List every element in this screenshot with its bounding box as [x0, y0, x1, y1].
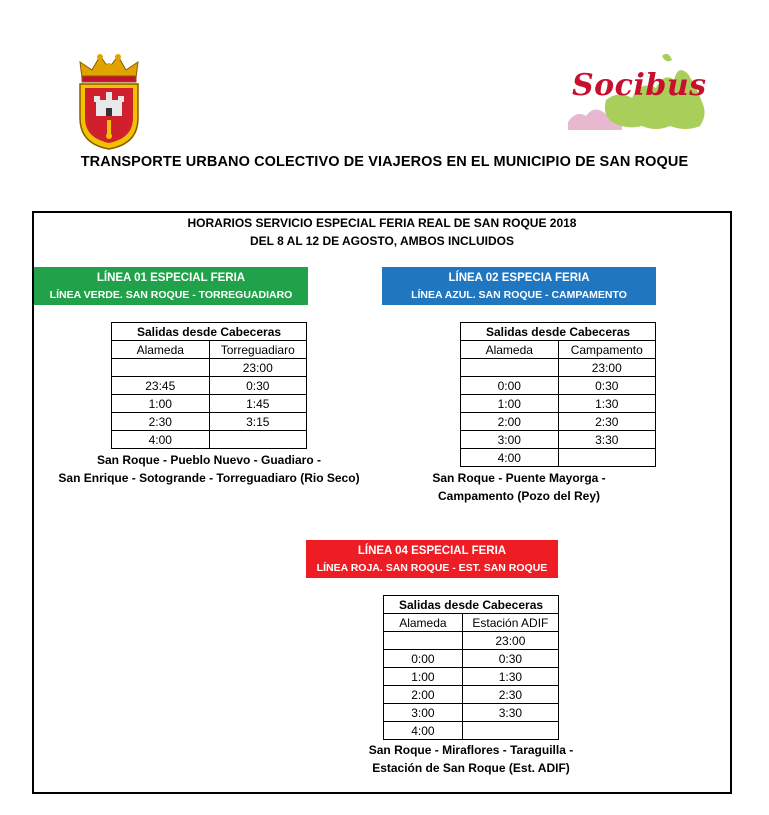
departure-cell: 0:30: [209, 377, 307, 395]
departure-cell: 2:30: [462, 686, 558, 704]
notice-title-line2: DEL 8 AL 12 DE AGOSTO, AMBOS INCLUIDOS: [249, 234, 515, 248]
route-line: Campamento (Pozo del Rey): [437, 489, 601, 503]
line-04-title: LÍNEA 04 ESPECIAL FERIA: [357, 545, 507, 557]
table-row: [384, 722, 559, 740]
table-row: [112, 431, 307, 449]
departure-cell: 0:30: [558, 377, 656, 395]
line-02-title: LÍNEA 02 ESPECIA FERIA: [448, 272, 590, 284]
line-02-route: [382, 469, 656, 505]
departure-cell: [558, 449, 656, 467]
table-row: [461, 413, 656, 431]
departure-cell: 1:00: [112, 395, 210, 413]
column-header-alameda: Alameda: [384, 614, 463, 632]
departure-cell: 3:00: [384, 704, 463, 722]
departure-cell: 23:00: [209, 359, 307, 377]
route-line: Estación de San Roque (Est. ADIF): [372, 761, 570, 775]
table-row: [384, 686, 559, 704]
departure-cell: 4:00: [384, 722, 463, 740]
table-title: Salidas desde Cabeceras: [384, 596, 559, 614]
table-row: [461, 431, 656, 449]
departure-cell: 3:30: [462, 704, 558, 722]
line-04-schedule-table: [383, 595, 559, 740]
departure-cell: 2:00: [384, 686, 463, 704]
departure-cell: [384, 632, 463, 650]
line-02-header: [382, 267, 656, 305]
column-header-estacion-adif: Estación ADIF: [462, 614, 558, 632]
table-row: [384, 650, 559, 668]
socibus-wordmark: Socibus: [572, 68, 707, 103]
line-04-route: [296, 741, 646, 777]
departure-cell: 3:00: [461, 431, 559, 449]
departure-cell: [112, 359, 210, 377]
table-row: [461, 359, 656, 377]
departure-cell: 4:00: [461, 449, 559, 467]
line-01-title: LÍNEA 01 ESPECIAL FERIA: [96, 272, 246, 284]
column-header-campamento: Campamento: [558, 341, 656, 359]
table-row: [461, 395, 656, 413]
departure-cell: 1:45: [209, 395, 307, 413]
departure-cell: [461, 359, 559, 377]
departure-cell: 3:15: [209, 413, 307, 431]
route-line: San Roque - Puente Mayorga -: [432, 471, 606, 485]
departure-cell: 2:30: [558, 413, 656, 431]
route-line: San Roque - Miraflores - Taraguilla -: [368, 743, 574, 757]
socibus-logo: [566, 50, 716, 136]
coat-of-arms-logo: [74, 52, 144, 150]
route-line: San Enrique - Sotogrande - Torreguadiaro (Rio Seco): [58, 471, 360, 485]
departure-cell: 2:00: [461, 413, 559, 431]
departure-cell: 1:30: [462, 668, 558, 686]
schedule-frame: [32, 211, 732, 794]
table-title: Salidas desde Cabeceras: [112, 323, 307, 341]
departure-cell: 3:30: [558, 431, 656, 449]
line-01-schedule-table: [111, 322, 307, 449]
notice-title-line1: HORARIOS SERVICIO ESPECIAL FERIA REAL DE SAN ROQUE 2018: [187, 216, 577, 230]
departure-cell: 4:00: [112, 431, 210, 449]
table-row: [384, 632, 559, 650]
table-row: [112, 395, 307, 413]
departure-cell: 23:00: [462, 632, 558, 650]
departure-cell: [462, 722, 558, 740]
column-header-alameda: Alameda: [112, 341, 210, 359]
line-04-header: [306, 540, 558, 578]
table-title: Salidas desde Cabeceras: [461, 323, 656, 341]
column-header-torreguadiaro: Torreguadiaro: [209, 341, 307, 359]
table-row: [112, 413, 307, 431]
table-row: [384, 704, 559, 722]
departure-cell: 0:00: [461, 377, 559, 395]
departure-cell: 23:00: [558, 359, 656, 377]
table-row: [461, 449, 656, 467]
line-01-route: [34, 451, 384, 487]
table-row: [112, 377, 307, 395]
departure-cell: 0:00: [384, 650, 463, 668]
line-02-subtitle: LÍNEA AZUL. SAN ROQUE - CAMPAMENTO: [411, 289, 627, 301]
departure-cell: [209, 431, 307, 449]
departure-cell: 1:30: [558, 395, 656, 413]
line-01-header: [34, 267, 308, 305]
page-title: TRANSPORTE URBANO COLECTIVO DE VIAJEROS EN EL MUNICIPIO DE SAN ROQUE: [80, 154, 689, 170]
route-line: San Roque - Pueblo Nuevo - Guadiaro -: [96, 453, 321, 467]
departure-cell: 0:30: [462, 650, 558, 668]
table-row: [384, 668, 559, 686]
line-01-subtitle: LÍNEA VERDE. SAN ROQUE - TORREGUADIARO: [49, 289, 293, 301]
departure-cell: 1:00: [461, 395, 559, 413]
table-row: [112, 359, 307, 377]
departure-cell: 1:00: [384, 668, 463, 686]
line-04-subtitle: LÍNEA ROJA. SAN ROQUE - EST. SAN ROQUE: [316, 562, 548, 574]
departure-cell: 23:45: [112, 377, 210, 395]
column-header-alameda: Alameda: [461, 341, 559, 359]
table-row: [461, 377, 656, 395]
departure-cell: 2:30: [112, 413, 210, 431]
line-02-schedule-table: [460, 322, 656, 467]
